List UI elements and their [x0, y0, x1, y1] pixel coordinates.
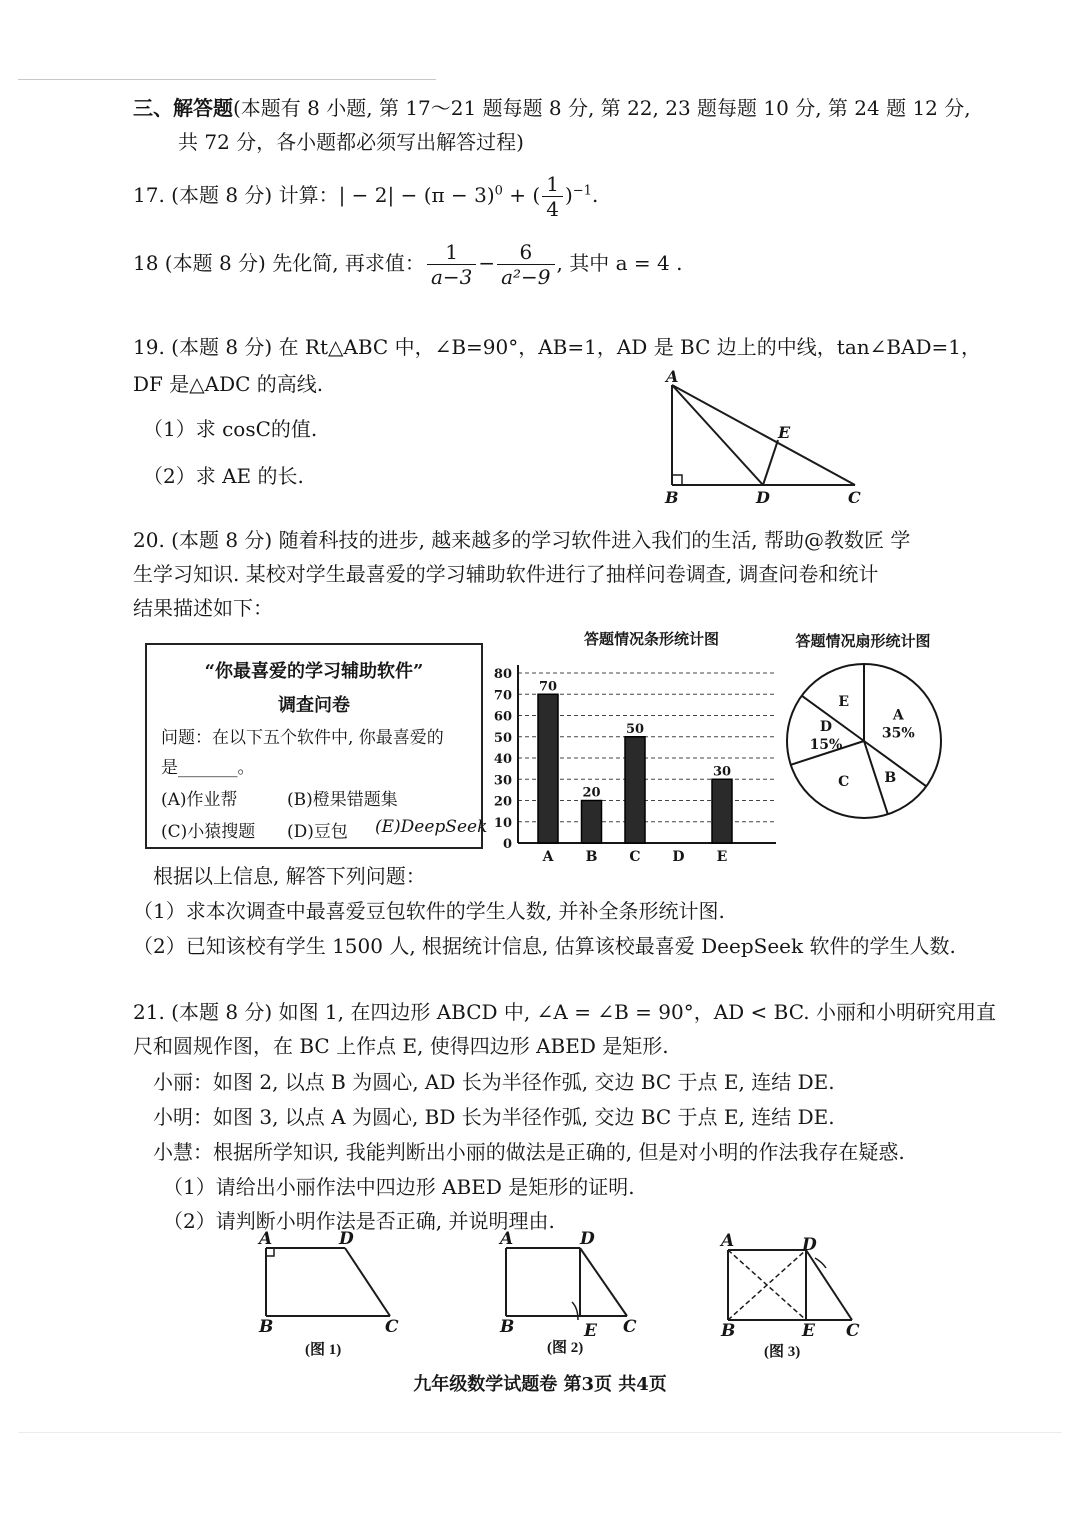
section-title: 三、解答题 — [133, 96, 233, 120]
survey-question-1: 问题：在以下五个软件中, 你最喜爱的 — [161, 728, 444, 748]
pie-label-A: A — [892, 707, 904, 724]
q21-figure-2 — [492, 1228, 662, 1363]
y-tick-80: 80 — [493, 667, 512, 682]
survey-option-b: (B)橙果错题集 — [287, 790, 398, 810]
question-18 — [133, 240, 682, 289]
label-C: C — [848, 488, 861, 507]
y-tick-20: 20 — [493, 794, 512, 810]
q18-f1-num: 1 — [427, 240, 476, 265]
q19-line-1: 19. (本题 8 分) 在 Rt△ABC 中，∠B=90°，AB=1，AD 是 BC 边上的中线，tan∠BAD=1， — [133, 335, 982, 359]
segment-DE — [763, 440, 778, 485]
q18-fraction-1 — [427, 240, 476, 289]
q21-figure-3 — [712, 1228, 872, 1363]
fig2-caption: (图 2) — [547, 1340, 584, 1356]
q17-close: ) — [564, 183, 573, 207]
fig2-label-B: B — [500, 1317, 515, 1337]
y-tick-10: 10 — [493, 815, 512, 831]
q21-xiaoming: 小明：如图 3, 以点 A 为圆心, BD 长为半径作弧, 交边 BC 于点 E, 连结 DE. — [153, 1105, 835, 1129]
survey-subtitle: 调查问卷 — [278, 695, 350, 716]
fig1-label-B: B — [259, 1317, 274, 1337]
q19-part-1: （1）求 cosC的值. — [143, 417, 318, 441]
fig3-label-E: E — [802, 1321, 815, 1341]
bar-label-E: 30 — [712, 764, 732, 780]
fig1-label-A: A — [259, 1229, 273, 1249]
pie-value-D: 15% — [809, 736, 843, 753]
section-header — [133, 94, 971, 122]
survey-option-a: (A)作业帮 — [161, 790, 238, 810]
pie-chart — [775, 620, 960, 835]
question-17 — [133, 172, 598, 221]
q21-xiaohui: 小慧：根据所学知识, 我能判断出小丽的做法是正确的, 但是对小明的作法我存在疑惑. — [153, 1140, 905, 1164]
top-divider — [18, 79, 436, 80]
bottom-divider — [18, 1432, 1062, 1433]
q20-info: 根据以上信息, 解答下列问题： — [153, 864, 426, 888]
q18-f2-num: 6 — [497, 240, 554, 265]
label-B: B — [665, 488, 679, 507]
right-angle-mark — [672, 475, 682, 485]
q20-line-2: 生学习知识. 某校对学生最喜爱的学习辅助软件进行了抽样问卷调查, 调查问卷和统计 — [133, 562, 879, 586]
section-desc-2: 共 72 分，各小题都必须写出解答过程) — [178, 130, 524, 154]
x-tick-C: C — [629, 849, 641, 865]
y-tick-30: 30 — [493, 773, 512, 789]
section-desc-1: (本题有 8 小题, 第 17～21 题每题 8 分, 第 22, 23 题每题 10 分, 第 24 题 12 分, — [233, 96, 971, 120]
label-D: D — [756, 488, 770, 507]
q20-part-1: （1）求本次调查中最喜爱豆包软件的学生人数, 并补全条形统计图. — [133, 899, 725, 923]
y-tick-60: 60 — [493, 709, 512, 725]
label-E: E — [778, 423, 791, 442]
q17-exp: −1 — [572, 183, 592, 199]
q18-fraction-2 — [497, 240, 554, 289]
q21-figure-1 — [250, 1228, 410, 1363]
survey-question-2: 是_______。 — [161, 758, 255, 778]
x-tick-A: A — [542, 849, 554, 865]
segment-AD — [672, 385, 763, 485]
q20-line-3: 结果描述如下： — [133, 596, 273, 620]
y-tick-50: 50 — [493, 730, 512, 746]
x-tick-D: D — [672, 849, 685, 865]
q21-part-1: （1）请给出小丽作法中四边形 ABED 是矩形的证明. — [163, 1175, 635, 1199]
fig1-label-D: D — [339, 1229, 354, 1249]
q18-f1-den: a−3 — [430, 265, 473, 289]
survey-box — [145, 643, 488, 849]
survey-title: “你最喜爱的学习辅助软件” — [204, 661, 424, 682]
q21-line-1: 21. (本题 8 分) 如图 1, 在四边形 ABCD 中, ∠A = ∠B = 90°，AD < BC. 小丽和小明研究用直 — [133, 1000, 997, 1024]
pie-label-D: D — [819, 718, 833, 735]
q17-frac-den: 4 — [546, 197, 559, 221]
pie-divider-E — [802, 696, 864, 741]
bar-label-A: 70 — [538, 679, 558, 695]
fig2-label-E: E — [584, 1321, 597, 1341]
bar-A — [538, 694, 558, 843]
fig2-label-D: D — [580, 1229, 595, 1249]
y-tick-40: 40 — [493, 752, 512, 767]
fig3-label-D: D — [802, 1235, 817, 1255]
q17-frac-num: 1 — [542, 172, 563, 197]
fig2-label-C: C — [623, 1317, 637, 1337]
segment-AC — [672, 385, 855, 485]
q17-expr-a: | − 2| − (π − 3) — [338, 183, 495, 207]
fig3-label-A: A — [721, 1231, 735, 1251]
q21-xiaoli: 小丽：如图 2, 以点 B 为圆心, AD 长为半径作弧, 交边 BC 于点 E, 连结 DE. — [153, 1070, 835, 1094]
x-tick-B: B — [585, 849, 598, 865]
pie-label-E: E — [838, 694, 850, 711]
fig3-label-B: B — [721, 1321, 736, 1341]
bar-chart-title: 答题情况条形统计图 — [584, 630, 720, 648]
pie-label-C: C — [838, 773, 850, 790]
pie-chart-title: 答题情况扇形统计图 — [795, 632, 931, 650]
label-A: A — [666, 367, 679, 386]
q17-plus: + ( — [502, 183, 541, 207]
pie-label-B: B — [884, 770, 897, 787]
q21-part-2: （2）请判断小明作法是否正确, 并说明理由. — [163, 1209, 555, 1233]
bar-C — [625, 737, 645, 843]
survey-option-d: (D)豆包 — [287, 822, 348, 842]
q17-exp0: 0 — [494, 183, 503, 199]
q21-line-2: 尺和圆规作图，在 BC 上作点 E, 使得四边形 ABED 是矩形. — [133, 1034, 669, 1058]
fig1-label-C: C — [385, 1317, 399, 1337]
bar-label-B: 20 — [582, 785, 601, 801]
q17-head: 17. (本题 8 分) 计算： — [133, 183, 339, 207]
fig2-label-A: A — [500, 1229, 514, 1249]
fig1-caption: (图 1) — [305, 1342, 342, 1358]
y-tick-70: 70 — [493, 688, 512, 704]
fig3-caption: (图 3) — [764, 1344, 801, 1360]
pie-value-A: 35% — [881, 725, 915, 742]
bar-chart — [486, 620, 786, 870]
q18-head: 18 (本题 8 分) 先化简, 再求值： — [133, 251, 425, 275]
q19-line-2: DF 是△ADC 的高线. — [133, 372, 324, 396]
q18-f2-den: a²−9 — [501, 265, 551, 289]
q17-fraction — [542, 172, 563, 221]
fig3-label-C: C — [846, 1321, 860, 1341]
q20-line-1: 20. (本题 8 分) 随着科技的进步, 越来越多的学习软件进入我们的生活, 帮助@教数匠 学 — [133, 528, 911, 552]
q18-tail: , 其中 a = 4 . — [556, 251, 683, 275]
q19-part-2: （2）求 AE 的长. — [143, 464, 304, 488]
survey-option-c: (C)小猿搜题 — [161, 822, 256, 842]
q19-triangle-figure — [655, 365, 875, 507]
q20-part-2: （2）已知该校有学生 1500 人, 根据统计信息, 估算该校最喜爱 DeepSeek 软件的学生人数. — [133, 934, 956, 958]
survey-option-e: (E)DeepSeek — [375, 817, 488, 837]
bar-B — [582, 801, 602, 844]
page-footer: 九年级数学试题卷 第3页 共4页 — [413, 1374, 667, 1395]
q17-end: . — [591, 183, 599, 207]
bar-label-C: 50 — [625, 721, 645, 737]
x-tick-E: E — [716, 849, 728, 865]
bar-E — [712, 779, 732, 843]
q18-minus: − — [478, 251, 496, 275]
y-tick-0: 0 — [502, 837, 512, 852]
